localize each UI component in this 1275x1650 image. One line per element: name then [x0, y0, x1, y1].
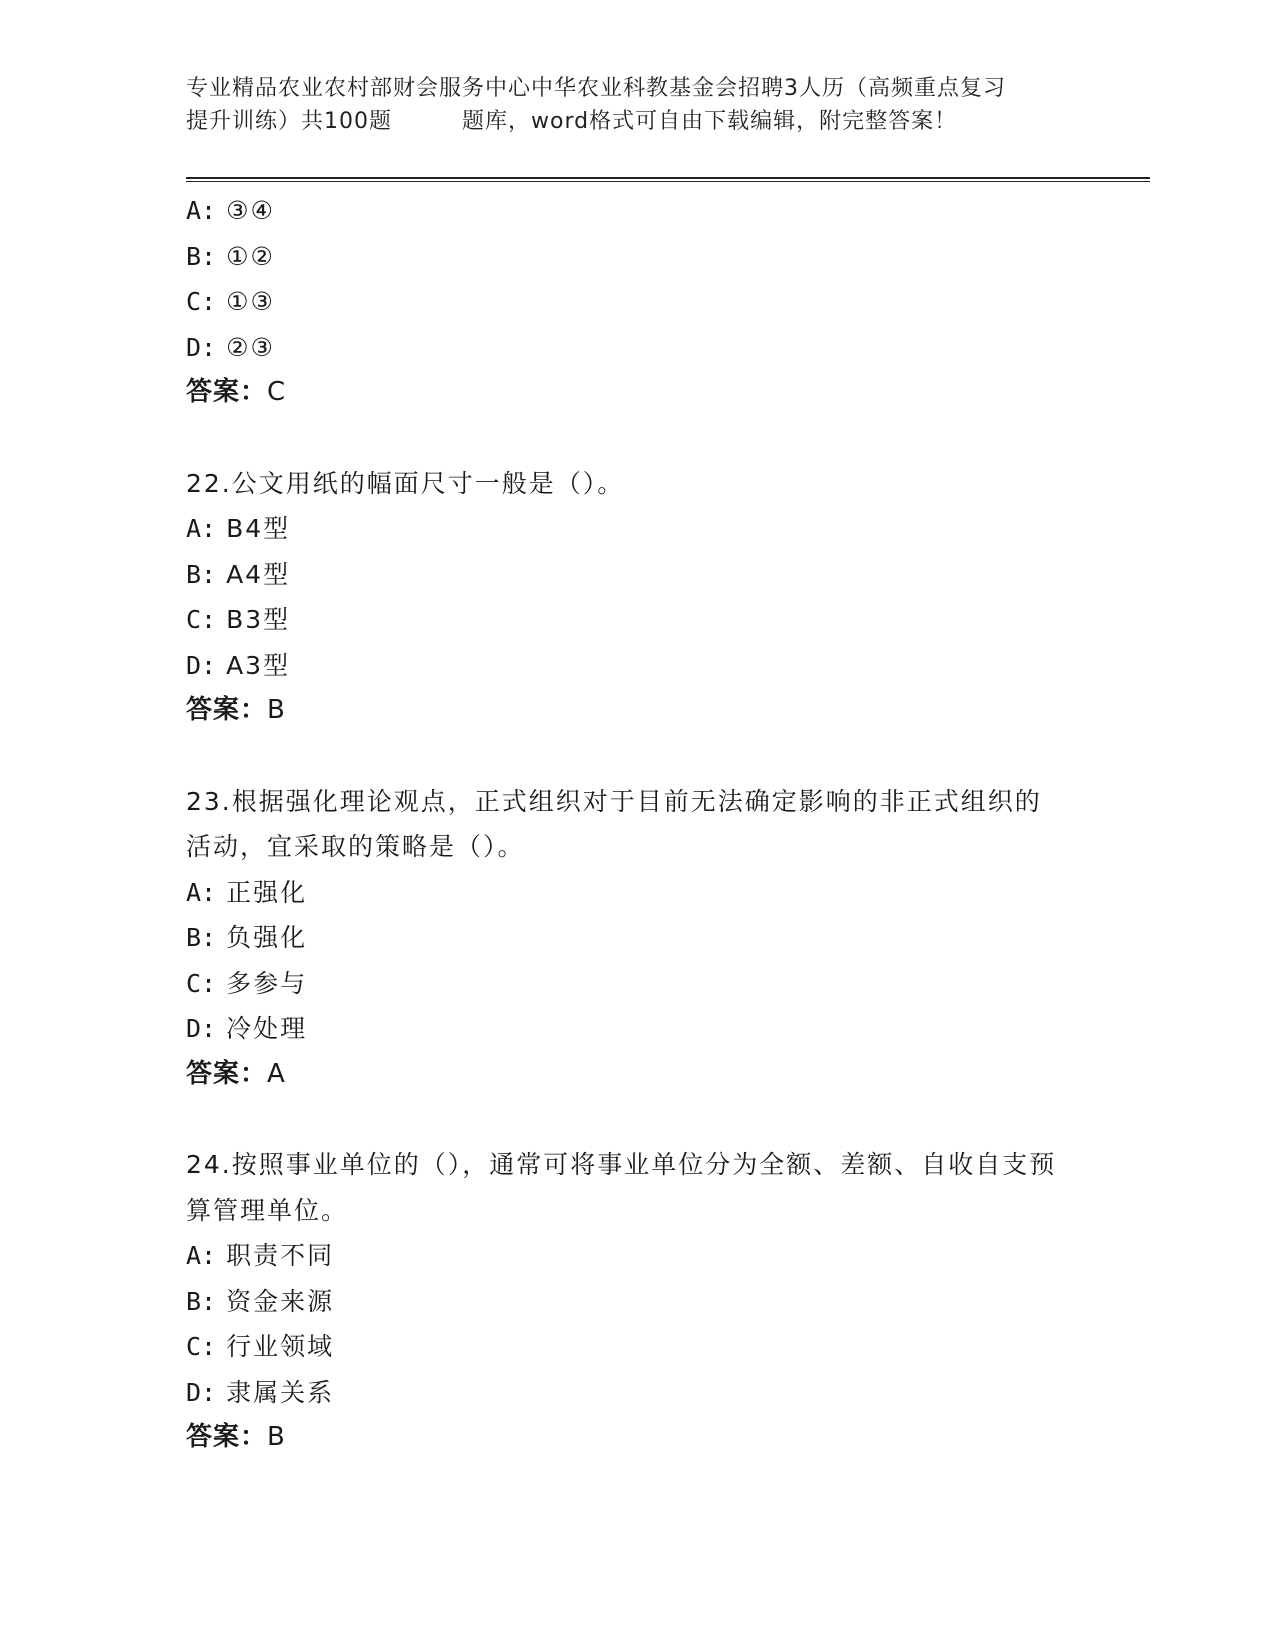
header-line-2-part-b: 题库，word格式可自由下载编辑，附完整答案！: [462, 109, 958, 134]
answer-value: B: [267, 695, 286, 725]
option-b: B: ①②: [186, 241, 275, 271]
option-a: A: B4型: [186, 514, 291, 543]
option-d: D: 隶属关系: [186, 1377, 335, 1407]
answer-label: 答案：: [186, 695, 268, 725]
header-line-2: [186, 105, 1086, 138]
question-stem: 24.按照事业单位的（），通常可将事业单位分为全额、差额、自收自支预算管理单位。: [186, 1150, 1057, 1225]
option-c: C: ①③: [186, 287, 275, 316]
option-d: D: ②③: [186, 332, 275, 362]
answer-label: 答案：: [186, 1058, 268, 1089]
question-stem: 23.根据强化理论观点，正式组织对于目前无法确定影响的非正式组织的活动，宜采取的策略是（）。: [186, 786, 1042, 861]
question-23: [186, 779, 1086, 1098]
answer-value: C: [267, 377, 287, 407]
answer-line: [186, 1415, 1086, 1461]
answer-line: [186, 1052, 1086, 1098]
option-c: C: B3型: [186, 605, 291, 634]
option-c: C: 行业领域: [186, 1332, 335, 1361]
header-line-1: 专业精品农业农村部财会服务中心中华农业科教基金会招聘3人历（高频重点复习: [186, 76, 1006, 101]
option-a: A: ③④: [186, 196, 275, 225]
answer-label: 答案：: [186, 377, 268, 407]
option-d: D: 冷处理: [186, 1014, 308, 1043]
question-list: [186, 188, 1086, 1461]
option-d: D: A3型: [186, 650, 291, 680]
option-a: A: 职责不同: [186, 1241, 335, 1270]
question-stem: 22.公文用纸的幅面尺寸一般是（）。: [186, 468, 625, 498]
option-b: B: 负强化: [186, 923, 308, 952]
question-22: [186, 461, 1086, 734]
answer-line: [186, 370, 1086, 416]
question-24: [186, 1142, 1086, 1461]
header-line-2-part-a: 提升训练）共100题: [186, 109, 392, 134]
option-b: B: A4型: [186, 559, 291, 589]
answer-value: A: [267, 1058, 286, 1089]
answer-label: 答案：: [186, 1422, 268, 1452]
option-a: A: 正强化: [186, 877, 308, 907]
answer-value: B: [267, 1422, 286, 1452]
option-b: B: 资金来源: [186, 1286, 335, 1316]
page-header: [186, 72, 1086, 138]
answer-line: [186, 688, 1086, 734]
option-c: C: 多参与: [186, 968, 308, 998]
header-divider: [186, 177, 1150, 182]
question-21-continued: [186, 188, 1086, 416]
